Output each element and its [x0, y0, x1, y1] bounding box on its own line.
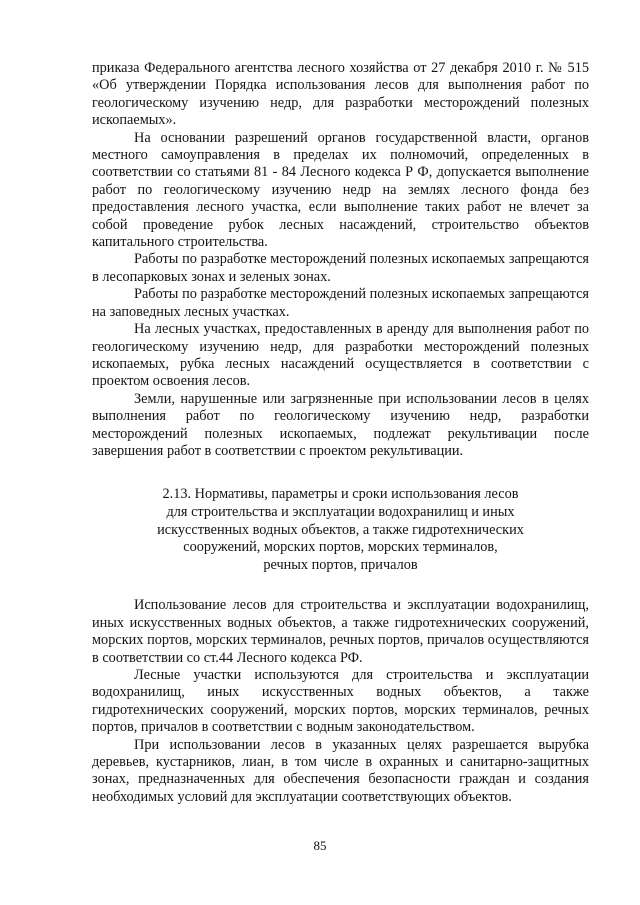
- paragraph: приказа Федерального агентства лесного хозяйства от 27 декабря 2010 г. № 515 «Об утверждении Порядка использования лесов для выполнения работ по геологическому изучению недр, для разработки месторождений полезных ископаемых».: [92, 60, 589, 129]
- section-heading-line: сооружений, морских портов, морских терминалов,: [183, 539, 498, 556]
- paragraph: При использовании лесов в указанных целях разрешается вырубка деревьев, кустарников, лиан, в том числе в охранных и санитарно-защитных зонах, предназначенных для обеспечения безопасности граждан и создания необходимых условий для эксплуатации соответствующих объектов.: [92, 736, 589, 805]
- spacer: [92, 574, 589, 597]
- section-heading: [92, 486, 589, 574]
- paragraph: На лесных участках, предоставленных в аренду для выполнения работ по геологическому изучению недр, для разработки месторождений полезных ископаемых, рубка лесных насаждений осуществляется в соответствии с проектом освоения лесов.: [92, 321, 589, 390]
- section-heading-line: речных портов, причалов: [263, 556, 418, 573]
- paragraph: Работы по разработке месторождений полезных ископаемых запрещаются в лесопарковых зонах и зеленых зонах.: [92, 251, 589, 285]
- section-heading-line: для строительства и эксплуатации водохранилищ и иных: [166, 503, 515, 520]
- paragraph: На основании разрешений органов государственной власти, органов местного самоуправления в пределах их полномочий, определенных в соответствии со статьями 81 - 84 Лесного кодекса Р Ф, допускается выполнение работ по геологическому изучению недр на землях лесного фонда без предоставления лесного участка, если выполнение таких работ не влечет за собой проведение рубок лесных насаждений, строительство объектов капитального строительства.: [92, 129, 589, 251]
- paragraph: Лесные участки используются для строительства и эксплуатации водохранилищ, иных искусственных водных объектов, а также гидротехнических сооружений, морских портов, морских терминалов, речных портов, причалов в соответствии с водным законодательством.: [92, 666, 589, 736]
- section-heading-line: 2.13. Нормативы, параметры и сроки использования лесов: [162, 486, 519, 503]
- section-heading-line: искусственных водных объектов, а также гидротехнических: [157, 521, 524, 538]
- paragraph: Использование лесов для строительства и эксплуатации водохранилищ, иных искусственных водных объектов, а также гидротехнических сооружений, морских портов, морских терминалов, речных портов, причалов осуществляются в соответствии со ст.44 Лесного кодекса РФ.: [92, 597, 589, 666]
- paragraph: Земли, нарушенные или загрязненные при использовании лесов в целях выполнения работ по геологическому изучению недр, разработки месторождений полезных ископаемых, подлежат рекультивации после завершения работ в соответствии с проектом рекультивации.: [92, 390, 589, 459]
- page-number: 85: [313, 838, 327, 853]
- document-page: [92, 60, 589, 806]
- paragraph: Работы по разработке месторождений полезных ископаемых запрещаются на заповедных лесных участках.: [92, 286, 589, 320]
